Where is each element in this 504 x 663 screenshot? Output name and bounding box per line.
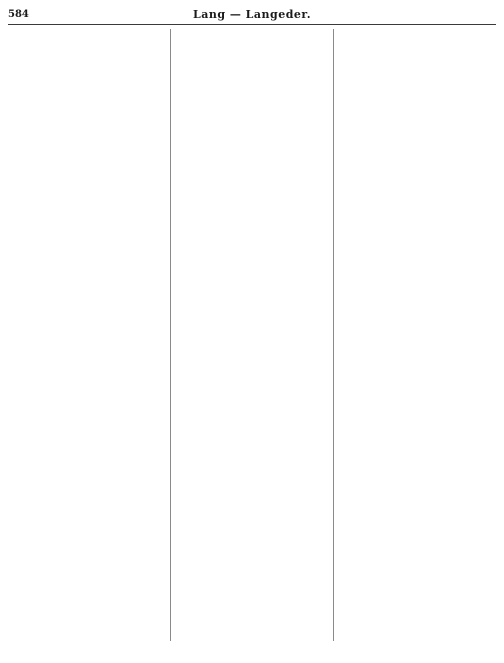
column-middle <box>170 29 333 641</box>
page-number: 584 <box>8 9 29 20</box>
page-header <box>8 8 496 25</box>
column-right <box>333 29 496 641</box>
column-left <box>8 29 170 641</box>
entry-columns <box>8 29 496 641</box>
running-head: Lang — Langeder. <box>192 8 312 21</box>
directory-page <box>8 8 496 647</box>
